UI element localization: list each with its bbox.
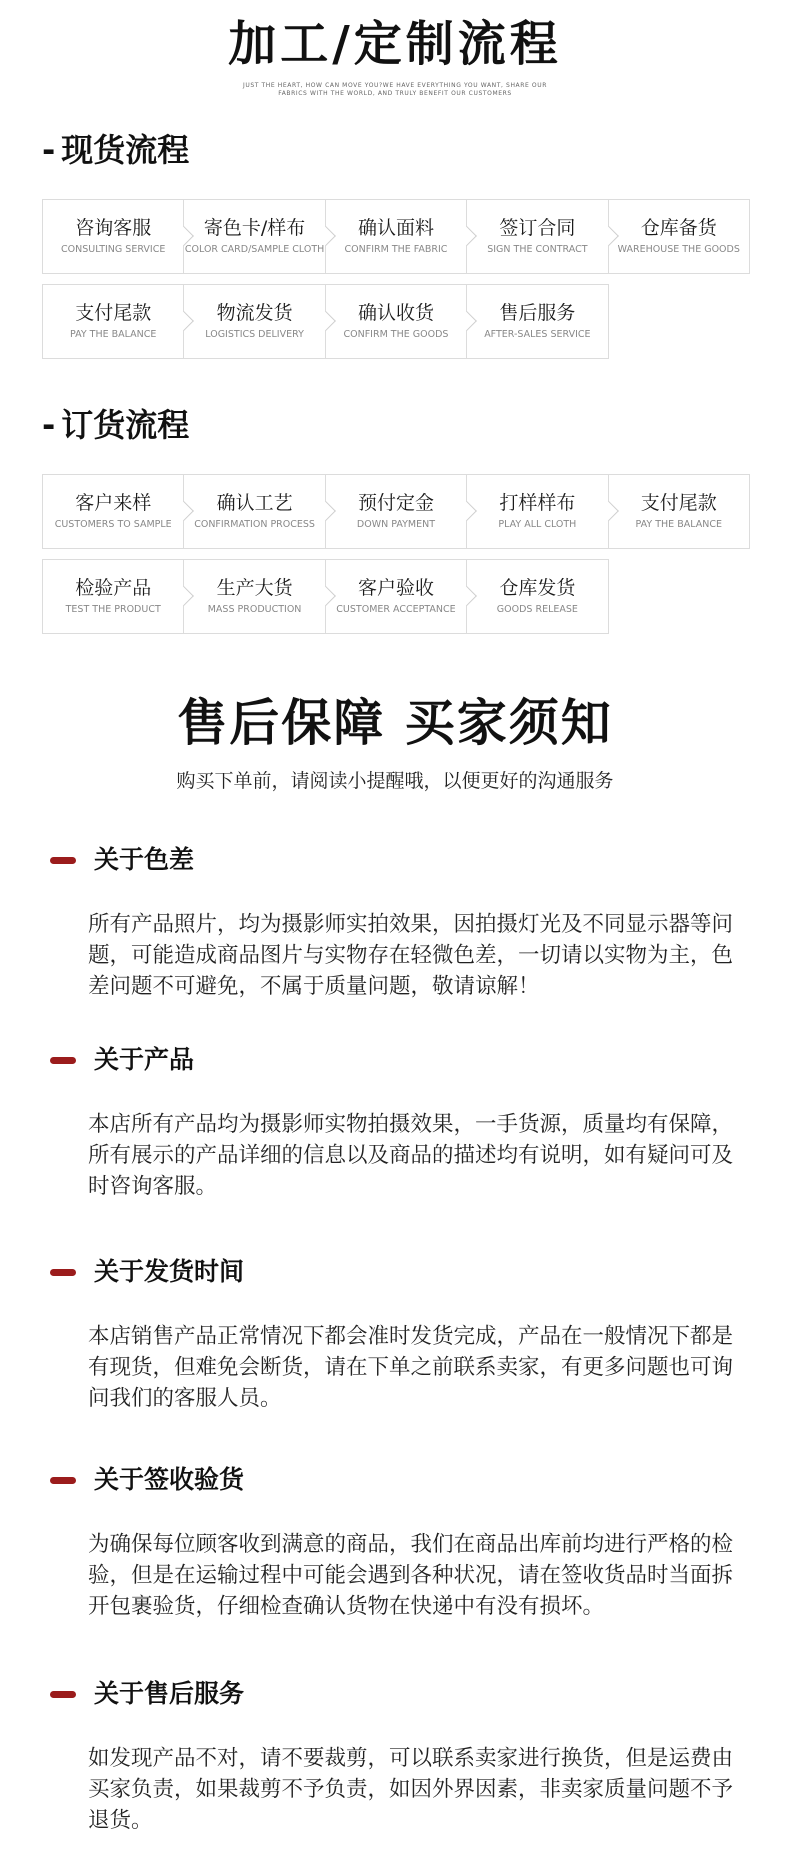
page-title: 加工/定制流程 [228,16,562,72]
process-step [183,284,325,359]
section-dash: - [42,131,56,169]
process-row [42,559,754,634]
process-step [325,559,467,634]
notice-text: 所有产品照片，均为摄影师实拍效果，因拍摄灯光及不同显示器等问题，可能造成商品图片与实物存在轻微色差，一切请以实物为主，色差问题不可避免，不属于质量问题，敬请谅解！ [88,912,734,999]
step-label-en: PAY THE BALANCE [635,519,722,530]
step-label-cn: 打样样布 [499,492,576,514]
notice-receipt-inspection [50,1463,750,1622]
process-step [183,559,325,634]
step-label-en: MASS PRODUCTION [207,604,302,615]
notice-text: 本店所有产品均为摄影师实物拍摄效果，一手货源，质量均有保障，所有展示的产品详细的信息以及商品的描述均有说明，如有疑问可及时咨询客服。 [88,1112,734,1199]
step-label-cn: 支付尾款 [75,302,152,324]
after-sales-title: 售后保障 买家须知 [177,694,613,752]
step-label-cn: 签订合同 [499,217,576,239]
tagline [0,82,790,98]
notice-heading: 关于签收验货 [94,1465,245,1494]
process-step [466,199,608,274]
process-step [42,199,184,274]
step-label-cn: 寄色卡/样布 [203,217,306,239]
step-label-cn: 检验产品 [75,577,152,599]
order-process-title [42,405,189,445]
process-step [42,559,184,634]
step-label-en: CUSTOMERS TO SAMPLE [54,519,172,530]
section-title-text: 订货流程 [61,406,190,444]
step-label-cn: 客户来样 [75,492,152,514]
notice-heading: 关于色差 [94,845,195,874]
notice-heading: 关于产品 [94,1045,195,1074]
order-process-grid [42,474,754,634]
step-label-cn: 仓库发货 [499,577,576,599]
red-bar-icon [50,1477,76,1484]
step-label-cn: 客户验收 [357,577,434,599]
step-label-en: CONFIRM THE FABRIC [344,244,448,255]
notice-header [50,1043,750,1077]
step-label-cn: 预付定金 [357,492,434,514]
notice-heading: 关于发货时间 [94,1257,245,1286]
step-label-en: CONFIRMATION PROCESS [194,519,315,530]
notice-text: 为确保每位顾客收到满意的商品，我们在商品出库前均进行严格的检验，但是在运输过程中可能会遇到各种状况，请在签收货品时当面拆开包裹验货，仔细检查确认货物在快递中有没有损坏。 [88,1532,734,1619]
notice-color-difference [50,843,750,1002]
process-step [466,474,608,549]
process-row [42,284,754,359]
process-step [183,199,325,274]
after-sales-subtitle: 购买下单前，请阅读小提醒哦，以便更好的沟通服务 [176,770,614,792]
notice-delivery-time [50,1255,750,1414]
notice-header [50,1677,750,1711]
step-label-cn: 确认收货 [357,302,434,324]
notice-after-sales-service [50,1677,750,1836]
section-dash: - [42,406,56,444]
red-bar-icon [50,857,76,864]
step-label-cn: 支付尾款 [640,492,717,514]
step-label-en: DOWN PAYMENT [356,519,436,530]
process-step [183,474,325,549]
step-label-en: PAY THE BALANCE [69,329,157,340]
step-label-en: WAREHOUSE THE GOODS [617,244,740,255]
process-step [608,199,750,274]
process-step [608,474,750,549]
process-step [325,284,467,359]
process-row [42,474,754,549]
notice-header [50,843,750,877]
process-row [42,199,754,274]
section-title-text: 现货流程 [61,131,190,169]
step-label-en: AFTER-SALES SERVICE [484,329,591,340]
step-label-en: PLAY ALL CLOTH [498,519,577,530]
tagline-line-1: JUST THE HEART, HOW CAN MOVE YOU?WE HAVE EVERYTHING YOU WANT, SHARE OUR [242,82,548,89]
notice-header [50,1463,750,1497]
red-bar-icon [50,1269,76,1276]
step-label-cn: 咨询客服 [75,217,152,239]
stock-process-title [42,130,189,170]
process-step [42,474,184,549]
step-label-en: CONSULTING SERVICE [61,244,166,255]
notice-heading: 关于售后服务 [94,1679,245,1708]
process-step [466,284,608,359]
process-step [42,284,184,359]
process-step [325,199,467,274]
notice-text: 如发现产品不对，请不要裁剪，可以联系卖家进行换货，但是运费由买家负责，如果裁剪不予负责，如因外界因素，非卖家质量问题不予退货。 [88,1746,734,1833]
process-step [466,559,608,634]
step-label-en: COLOR CARD/SAMPLE CLOTH [184,244,325,255]
step-label-en: TEST THE PRODUCT [65,604,161,615]
stock-process-grid [42,199,754,359]
step-label-en: LOGISTICS DELIVERY [205,329,304,340]
step-label-cn: 仓库备货 [640,217,717,239]
red-bar-icon [50,1057,76,1064]
step-label-en: CONFIRM THE GOODS [343,329,449,340]
notice-text: 本店销售产品正常情况下都会准时发货完成，产品在一般情况下都是有现货，但难免会断货，请在下单之前联系卖家，有更多问题也可询问我们的客服人员。 [88,1324,734,1411]
step-label-cn: 确认工艺 [216,492,293,514]
step-label-cn: 物流发货 [216,302,293,324]
step-label-en: SIGN THE CONTRACT [487,244,588,255]
step-label-cn: 生产大货 [216,577,293,599]
notice-product [50,1043,750,1202]
tagline-line-2: FABRICS WITH THE WORLD, AND TRULY BENEFIT OUR CUSTOMERS [278,90,512,97]
process-step [325,474,467,549]
step-label-cn: 售后服务 [499,302,576,324]
step-label-cn: 确认面料 [357,217,434,239]
step-label-en: CUSTOMER ACCEPTANCE [336,604,456,615]
step-label-en: GOODS RELEASE [496,604,578,615]
red-bar-icon [50,1691,76,1698]
notice-header [50,1255,750,1289]
